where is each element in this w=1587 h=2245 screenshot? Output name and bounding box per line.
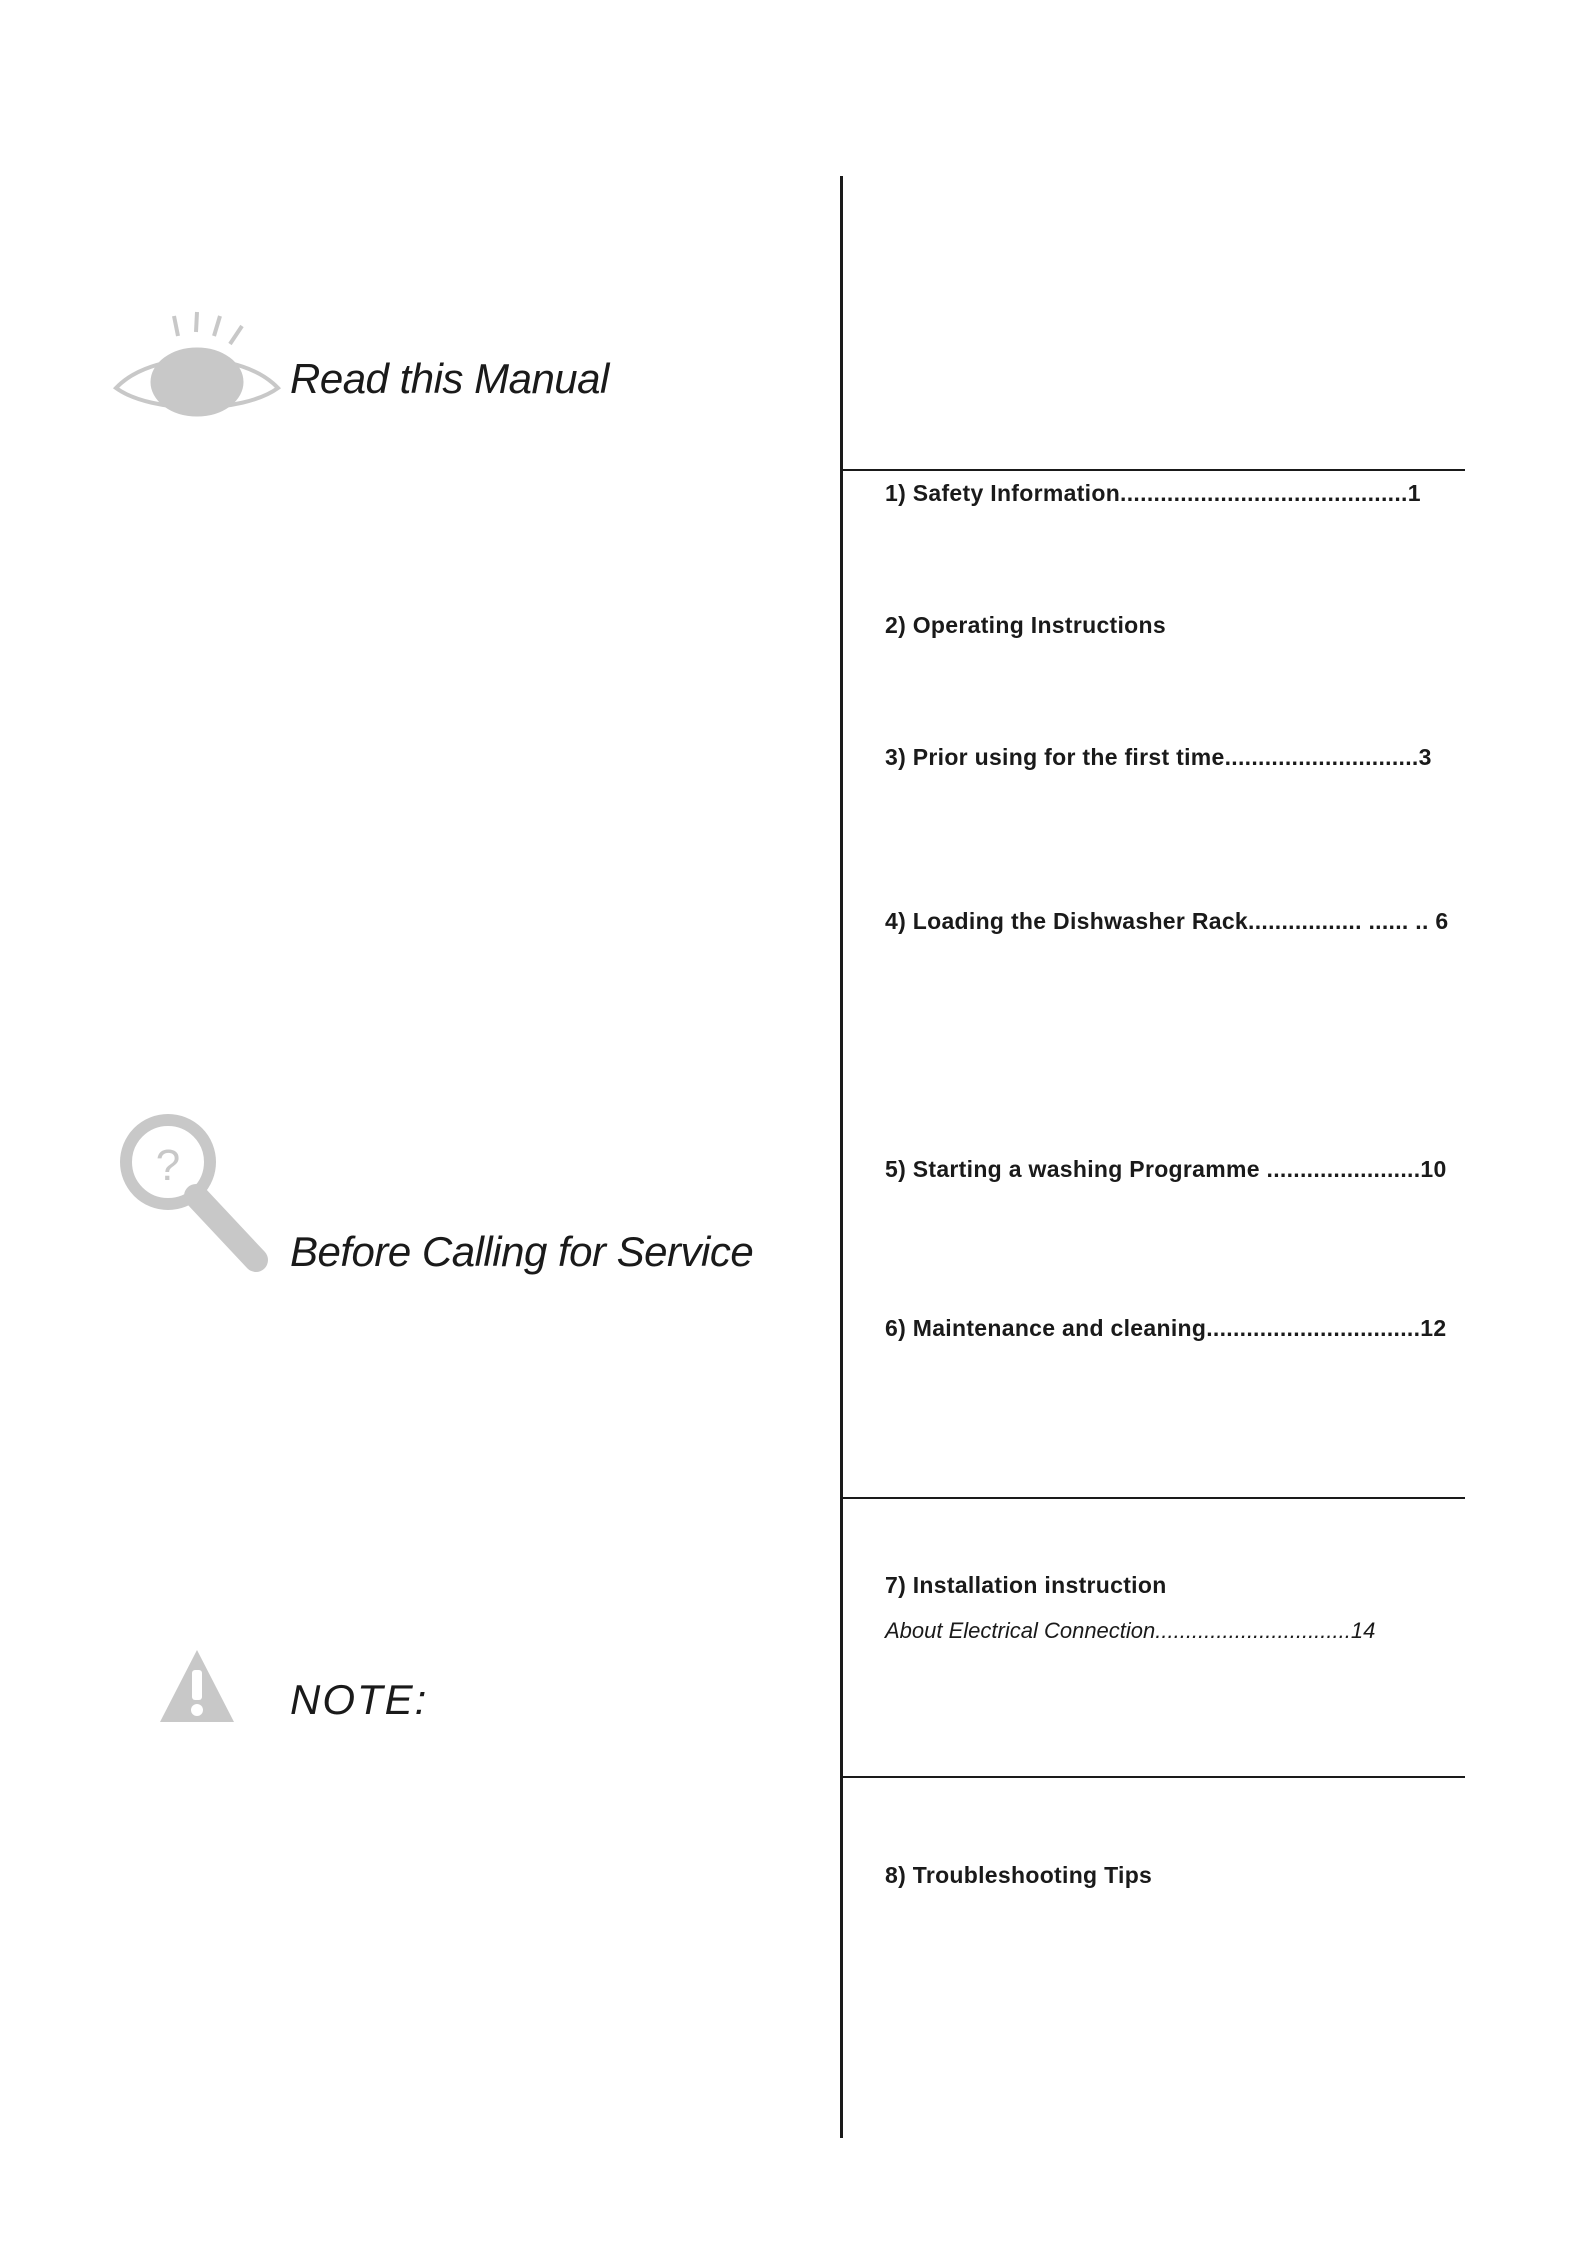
toc-entry-installation-instruction[interactable]: 7) Installation instruction — [885, 1572, 1167, 1598]
toc-bottom-rule — [842, 1776, 1465, 1778]
toc-entry-prior-using[interactable]: 3) Prior using for the first time.............................3 — [885, 744, 1432, 770]
toc-middle-rule — [842, 1497, 1465, 1499]
svg-text:?: ? — [155, 1141, 181, 1190]
toc-sub-electrical-connection[interactable]: About Electrical Connection................................14 — [885, 1618, 1376, 1643]
toc-top-rule — [842, 469, 1465, 471]
warning-triangle-icon — [156, 1646, 238, 1726]
toc-entry-troubleshooting-tips[interactable]: 8) Troubleshooting Tips — [885, 1862, 1153, 1888]
read-manual-heading: Read this Manual — [290, 355, 609, 402]
toc-entry-starting-programme[interactable]: 5) Starting a washing Programme .......................10 — [885, 1156, 1447, 1182]
note-heading: NOTE: — [290, 1676, 429, 1723]
before-service-heading: Before Calling for Service — [290, 1228, 754, 1275]
magnifier-question-icon — [116, 1110, 276, 1280]
toc-entry-maintenance-cleaning[interactable]: 6) Maintenance and cleaning................................12 — [885, 1315, 1447, 1341]
toc-entry-loading-rack[interactable]: 4) Loading the Dishwasher Rack................. ...... .. 6 — [885, 908, 1449, 934]
toc-entry-operating-instructions[interactable]: 2) Operating Instructions — [885, 612, 1166, 638]
eye-icon — [112, 310, 282, 420]
toc-entry-safety-information[interactable]: 1) Safety Information...........................................1 — [885, 480, 1421, 506]
